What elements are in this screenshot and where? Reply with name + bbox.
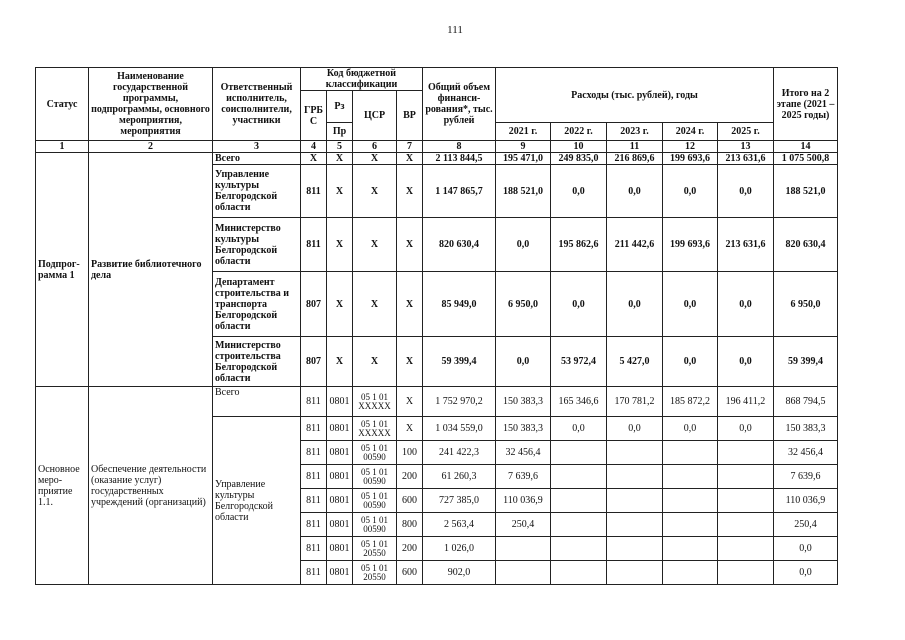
grbs-cell: 811 [301, 513, 327, 537]
y2021-cell [496, 537, 551, 561]
y2021-cell: 32 456,4 [496, 441, 551, 465]
y2024-cell [663, 513, 718, 537]
csr-cell: 05 1 01 ХХХХХ [353, 387, 397, 417]
total-cell: 85 949,0 [423, 272, 496, 337]
col-num: 12 [663, 141, 718, 153]
csr-cell: 05 1 01 20550 [353, 537, 397, 561]
y2022-cell: 53 972,4 [551, 337, 607, 387]
header-itogo: Итого на 2 этапе (2021 – 2025 годы) [774, 68, 838, 141]
y2022-cell [551, 465, 607, 489]
vr-cell: Х [397, 387, 423, 417]
itogo-cell: 0,0 [774, 537, 838, 561]
y2021-cell: 250,4 [496, 513, 551, 537]
y2022-cell: 165 346,6 [551, 387, 607, 417]
total-cell: 241 422,3 [423, 441, 496, 465]
header-name: Наименование государственной программы, подпрограммы, основного мероприятия, мероприятия [89, 68, 213, 141]
y2021-cell [496, 561, 551, 585]
table-row [36, 387, 838, 417]
table-row [36, 153, 838, 165]
itogo-cell: 150 383,3 [774, 417, 838, 441]
grbs-cell: 807 [301, 272, 327, 337]
y2022-cell: 0,0 [551, 272, 607, 337]
vr-cell: 600 [397, 561, 423, 585]
org-cell: Министерство культуры Белгородской области [213, 218, 301, 272]
vr-cell: 200 [397, 465, 423, 489]
total-cell: 820 630,4 [423, 218, 496, 272]
col-num: 4 [301, 141, 327, 153]
y2022-cell: 0,0 [551, 417, 607, 441]
y2024-cell [663, 537, 718, 561]
y2021-cell: 0,0 [496, 218, 551, 272]
itogo-cell: 188 521,0 [774, 165, 838, 218]
rzpr-cell: 0801 [327, 417, 353, 441]
header-year-2022: 2022 г. [551, 123, 607, 141]
header-budget-code: Код бюджетной классификации [301, 68, 423, 91]
col-num: 6 [353, 141, 397, 153]
col-num: 1 [36, 141, 89, 153]
col-num: 2 [89, 141, 213, 153]
y2022-cell [551, 537, 607, 561]
y2025-cell [718, 513, 774, 537]
header-vr: ВР [397, 91, 423, 141]
y2025-cell: 0,0 [718, 272, 774, 337]
itogo-cell: 59 399,4 [774, 337, 838, 387]
y2023-cell: 216 869,6 [607, 153, 663, 165]
y2025-cell [718, 465, 774, 489]
y2023-cell [607, 441, 663, 465]
total-cell: 902,0 [423, 561, 496, 585]
csr-cell: 05 1 01 20550 [353, 561, 397, 585]
y2021-cell: 195 471,0 [496, 153, 551, 165]
itogo-cell: 32 456,4 [774, 441, 838, 465]
y2024-cell: 0,0 [663, 417, 718, 441]
y2025-cell [718, 489, 774, 513]
header-grbs: ГРБ С [301, 91, 327, 141]
y2022-cell: 249 835,0 [551, 153, 607, 165]
itogo-cell: 1 075 500,8 [774, 153, 838, 165]
y2023-cell: 0,0 [607, 165, 663, 218]
vr-cell: 200 [397, 537, 423, 561]
rzpr-cell: Х [327, 218, 353, 272]
y2022-cell: 0,0 [551, 165, 607, 218]
y2023-cell [607, 489, 663, 513]
col-num: 3 [213, 141, 301, 153]
y2021-cell: 7 639,6 [496, 465, 551, 489]
page-number: 111 [447, 24, 463, 36]
total-cell: 1 752 970,2 [423, 387, 496, 417]
y2023-cell [607, 465, 663, 489]
csr-cell: 05 1 01 ХХХХХ [353, 417, 397, 441]
org-cell: Министерство строительства Белгородской области [213, 337, 301, 387]
y2025-cell [718, 537, 774, 561]
header-expenses: Расходы (тыс. рублей), годы [496, 68, 774, 123]
y2021-cell: 188 521,0 [496, 165, 551, 218]
csr-cell: Х [353, 153, 397, 165]
rzpr-cell: Х [327, 165, 353, 218]
y2021-cell: 110 036,9 [496, 489, 551, 513]
y2025-cell: 0,0 [718, 417, 774, 441]
y2021-cell: 150 383,3 [496, 387, 551, 417]
col-num: 13 [718, 141, 774, 153]
activity-status: Основное меро-приятие 1.1. [36, 387, 89, 585]
org-cell: Всего [213, 153, 301, 165]
grbs-cell: 811 [301, 417, 327, 441]
header-year-2023: 2023 г. [607, 123, 663, 141]
total-cell: 1 147 865,7 [423, 165, 496, 218]
itogo-cell: 250,4 [774, 513, 838, 537]
vr-cell: Х [397, 218, 423, 272]
y2023-cell [607, 561, 663, 585]
y2024-cell [663, 465, 718, 489]
vr-cell: Х [397, 337, 423, 387]
header-pr: Пр [327, 123, 353, 141]
rzpr-cell: 0801 [327, 489, 353, 513]
y2024-cell: 199 693,6 [663, 153, 718, 165]
org-main-cell: Управление культуры Белгородской области [213, 417, 301, 585]
itogo-cell: 7 639,6 [774, 465, 838, 489]
y2025-cell: 213 631,6 [718, 218, 774, 272]
rzpr-cell: Х [327, 272, 353, 337]
rzpr-cell: 0801 [327, 537, 353, 561]
col-num: 14 [774, 141, 838, 153]
vr-cell: 100 [397, 441, 423, 465]
grbs-cell: 811 [301, 489, 327, 513]
y2024-cell: 199 693,6 [663, 218, 718, 272]
col-num: 7 [397, 141, 423, 153]
activity-name: Обеспечение деятельности (оказание услуг) государственных учреждений (организаций) [89, 387, 213, 585]
header-year-2021: 2021 г. [496, 123, 551, 141]
csr-cell: Х [353, 165, 397, 218]
y2022-cell [551, 489, 607, 513]
col-num: 5 [327, 141, 353, 153]
y2023-cell: 211 442,6 [607, 218, 663, 272]
col-num: 11 [607, 141, 663, 153]
y2022-cell [551, 441, 607, 465]
csr-cell: 05 1 01 00590 [353, 489, 397, 513]
org-total-cell: Всего [213, 387, 301, 417]
y2025-cell: 0,0 [718, 337, 774, 387]
column-number-row [36, 141, 838, 153]
y2022-cell: 195 862,6 [551, 218, 607, 272]
itogo-cell: 0,0 [774, 561, 838, 585]
header-status: Статус [36, 68, 89, 141]
y2024-cell [663, 441, 718, 465]
y2024-cell [663, 561, 718, 585]
header-year-2025: 2025 г. [718, 123, 774, 141]
rzpr-cell: 0801 [327, 513, 353, 537]
grbs-cell: 811 [301, 218, 327, 272]
vr-cell: Х [397, 272, 423, 337]
col-num: 8 [423, 141, 496, 153]
col-num: 10 [551, 141, 607, 153]
grbs-cell: Х [301, 153, 327, 165]
y2023-cell: 0,0 [607, 272, 663, 337]
csr-cell: Х [353, 272, 397, 337]
vr-cell: Х [397, 417, 423, 441]
y2023-cell: 5 427,0 [607, 337, 663, 387]
col-num: 9 [496, 141, 551, 153]
csr-cell: 05 1 01 00590 [353, 441, 397, 465]
grbs-cell: 811 [301, 537, 327, 561]
csr-cell: 05 1 01 00590 [353, 465, 397, 489]
grbs-cell: 811 [301, 387, 327, 417]
grbs-cell: 811 [301, 165, 327, 218]
itogo-cell: 110 036,9 [774, 489, 838, 513]
y2025-cell: 213 631,6 [718, 153, 774, 165]
y2023-cell [607, 537, 663, 561]
rzpr-cell: 0801 [327, 561, 353, 585]
total-cell: 59 399,4 [423, 337, 496, 387]
grbs-cell: 811 [301, 465, 327, 489]
y2021-cell: 150 383,3 [496, 417, 551, 441]
csr-cell: Х [353, 337, 397, 387]
total-cell: 2 113 844,5 [423, 153, 496, 165]
y2024-cell: 0,0 [663, 165, 718, 218]
y2024-cell [663, 489, 718, 513]
y2024-cell: 0,0 [663, 337, 718, 387]
grbs-cell: 807 [301, 337, 327, 387]
rzpr-cell: 0801 [327, 441, 353, 465]
total-cell: 1 026,0 [423, 537, 496, 561]
vr-cell: Х [397, 165, 423, 218]
org-cell: Управление культуры Белгородской области [213, 165, 301, 218]
total-cell: 1 034 559,0 [423, 417, 496, 441]
rzpr-cell: Х [327, 337, 353, 387]
rzpr-cell: Х [327, 153, 353, 165]
y2024-cell: 0,0 [663, 272, 718, 337]
header-rz: Рз [327, 91, 353, 123]
y2023-cell: 0,0 [607, 417, 663, 441]
subprogram-name: Развитие библиотечного дела [89, 153, 213, 387]
y2025-cell: 196 411,2 [718, 387, 774, 417]
vr-cell: 800 [397, 513, 423, 537]
itogo-cell: 868 794,5 [774, 387, 838, 417]
total-cell: 2 563,4 [423, 513, 496, 537]
rzpr-cell: 0801 [327, 387, 353, 417]
y2025-cell: 0,0 [718, 165, 774, 218]
y2022-cell [551, 513, 607, 537]
header-responsible: Ответственный исполнитель, соисполнители, участники [213, 68, 301, 141]
header-csr: ЦСР [353, 91, 397, 141]
y2021-cell: 6 950,0 [496, 272, 551, 337]
subprogram-status: Подпрог-рамма 1 [36, 153, 89, 387]
y2023-cell: 170 781,2 [607, 387, 663, 417]
org-cell: Департамент строительства и транспорта Белгородской области [213, 272, 301, 337]
y2025-cell [718, 441, 774, 465]
rzpr-cell: 0801 [327, 465, 353, 489]
header-total-volume: Общий объем финанси-рования*, тыс. рублей [423, 68, 496, 141]
budget-table [35, 67, 838, 585]
grbs-cell: 811 [301, 441, 327, 465]
y2023-cell [607, 513, 663, 537]
y2024-cell: 185 872,2 [663, 387, 718, 417]
csr-cell: Х [353, 218, 397, 272]
itogo-cell: 6 950,0 [774, 272, 838, 337]
vr-cell: 600 [397, 489, 423, 513]
y2025-cell [718, 561, 774, 585]
vr-cell: Х [397, 153, 423, 165]
header-year-2024: 2024 г. [663, 123, 718, 141]
y2021-cell: 0,0 [496, 337, 551, 387]
total-cell: 727 385,0 [423, 489, 496, 513]
y2022-cell [551, 561, 607, 585]
csr-cell: 05 1 01 00590 [353, 513, 397, 537]
itogo-cell: 820 630,4 [774, 218, 838, 272]
total-cell: 61 260,3 [423, 465, 496, 489]
grbs-cell: 811 [301, 561, 327, 585]
